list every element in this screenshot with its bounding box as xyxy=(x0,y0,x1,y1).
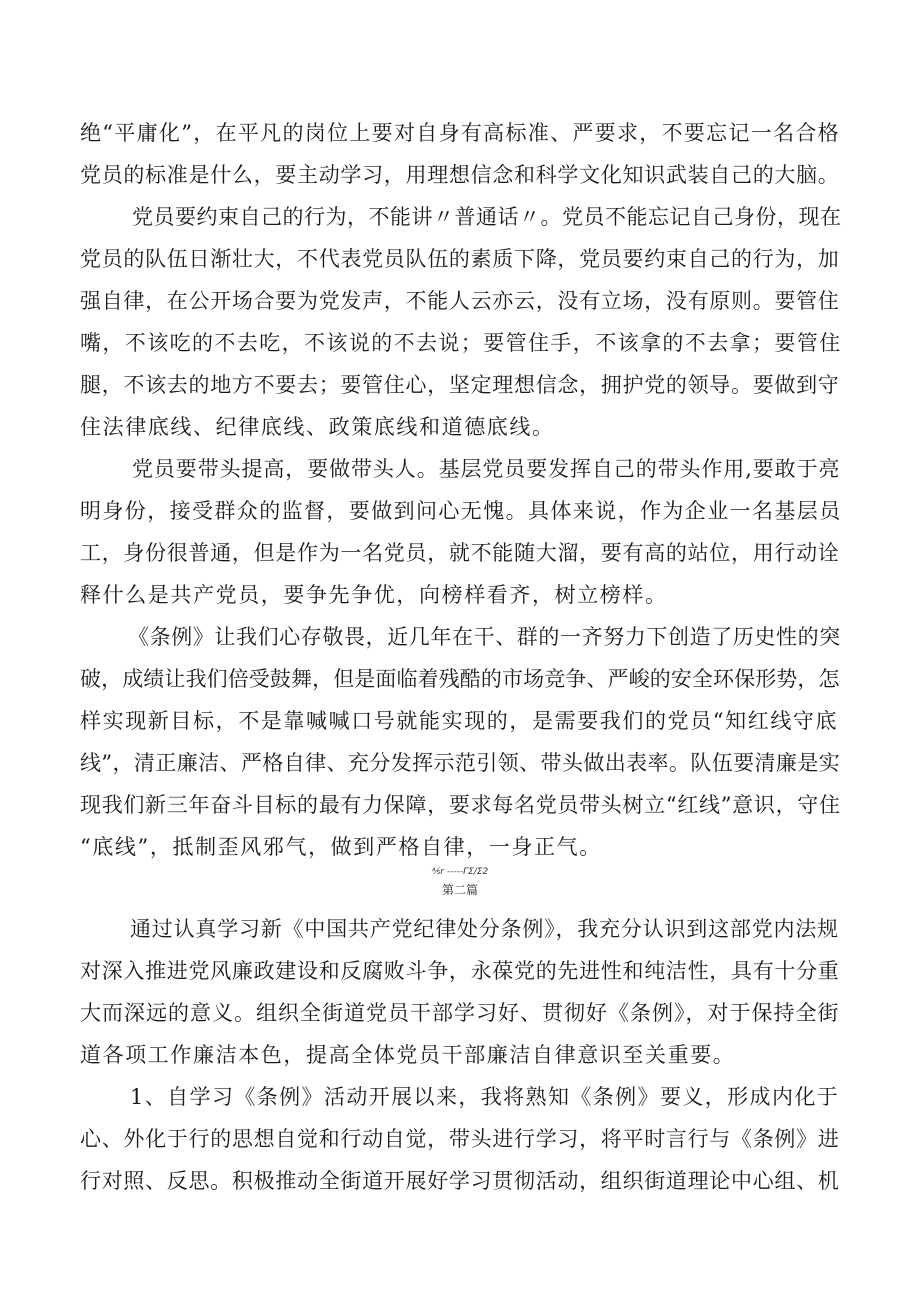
text-line: 强自律，在公开场合要为党发声，不能人云亦云，没有立场，没有原则。要管住 xyxy=(80,289,840,313)
text-line: 党员的标准是什么，要主动学习，用理想信念和科学文化知识武装自己的大脑。 xyxy=(80,163,840,187)
text-line: 明身份，接受群众的监督，要做到问心无愧。具体来说，作为企业一名基层员 xyxy=(80,499,842,523)
paragraph-start: 《条例》让我们心存敬畏，近几年在干、群的一齐努力下创造了历史性的突 xyxy=(128,625,841,649)
text-line: 现我们新三年奋斗目标的最有力保障，要求每名党员带头树立“红线”意识，守住 xyxy=(80,793,841,817)
text-line: 道各项工作廉洁本色，提高全体党员干部廉洁自律意识至关重要。 xyxy=(80,1043,736,1067)
section-divider-code: ⅍r -----ΓΣ/Σ2 xyxy=(431,867,489,877)
text-line: 行对照、反思。积极推动全街道开展好学习贯彻活动，组织街道理论中心组、机 xyxy=(80,1169,840,1193)
text-line: 腿，不该去的地方不要去；要管住心，坚定理想信念，拥护党的领导。要做到守 xyxy=(80,373,840,397)
text-line: 绝“平庸化”，在平凡的岗位上要对自身有高标准、严要求，不要忘记一名合格 xyxy=(80,121,840,145)
text-line: 样实现新目标，不是靠喊喊口号就能实现的，是需要我们的党员“知红线守底 xyxy=(80,709,839,733)
text-line: 释什么是共产党员，要争先争优，向榜样看齐，树立榜样。 xyxy=(80,583,668,607)
section-title: 第二篇 xyxy=(441,883,478,897)
text-line: 对深入推进党风廉政建设和反腐败斗争，永葆党的先进性和纯洁性，具有十分重 xyxy=(80,959,840,983)
text-line: 党员的队伍日渐壮大，不代表党员队伍的素质下降，党员要约束自己的行为，加 xyxy=(80,247,840,271)
text-line: 大而深远的意义。组织全街道党员干部学习好、贯彻好《条例》，对于保持全街 xyxy=(80,1001,840,1025)
text-line: 线”，清正廉洁、严格自律、充分发挥示范引领、带头做出表率。队伍要清廉是实 xyxy=(80,751,841,775)
text-line: 心、外化于行的思想自觉和行动自觉，带头进行学习，将平时言行与《条例》进 xyxy=(80,1127,840,1151)
text-line: 嘴，不该吃的不去吃，不该说的不去说；要管住手，不该拿的不去拿；要管住 xyxy=(80,331,842,355)
paragraph-start: 党员要约束自己的行为，不能讲〃普通话〃。党员不能忘记自己身份，现在 xyxy=(132,205,842,229)
paragraph-start: 通过认真学习新《中国共产党纪律处分条例》，我充分认识到这部党内法规 xyxy=(130,917,839,941)
paragraph-start: 1、自学习《条例》活动开展以来，我将熟知《条例》要义，形成内化于 xyxy=(130,1085,840,1109)
text-line: 工，身份很普通，但是作为一名党员，就不能随大溜，要有高的站位，用行动诠 xyxy=(80,541,840,565)
text-line: “底线”，抵制歪风邪气，做到严格自律，一身正气。 xyxy=(80,835,602,859)
paragraph-start: 党员要带头提高，要做带头人。基层党员要发挥自己的带头作用,要敢于亮 xyxy=(132,457,841,481)
text-line: 破，成绩让我们倍受鼓舞，但是面临着残酷的市场竞争、严峻的安全环保形势，怎 xyxy=(80,667,840,691)
text-line: 住法律底线、纪律底线、政策底线和道德底线。 xyxy=(80,415,555,439)
